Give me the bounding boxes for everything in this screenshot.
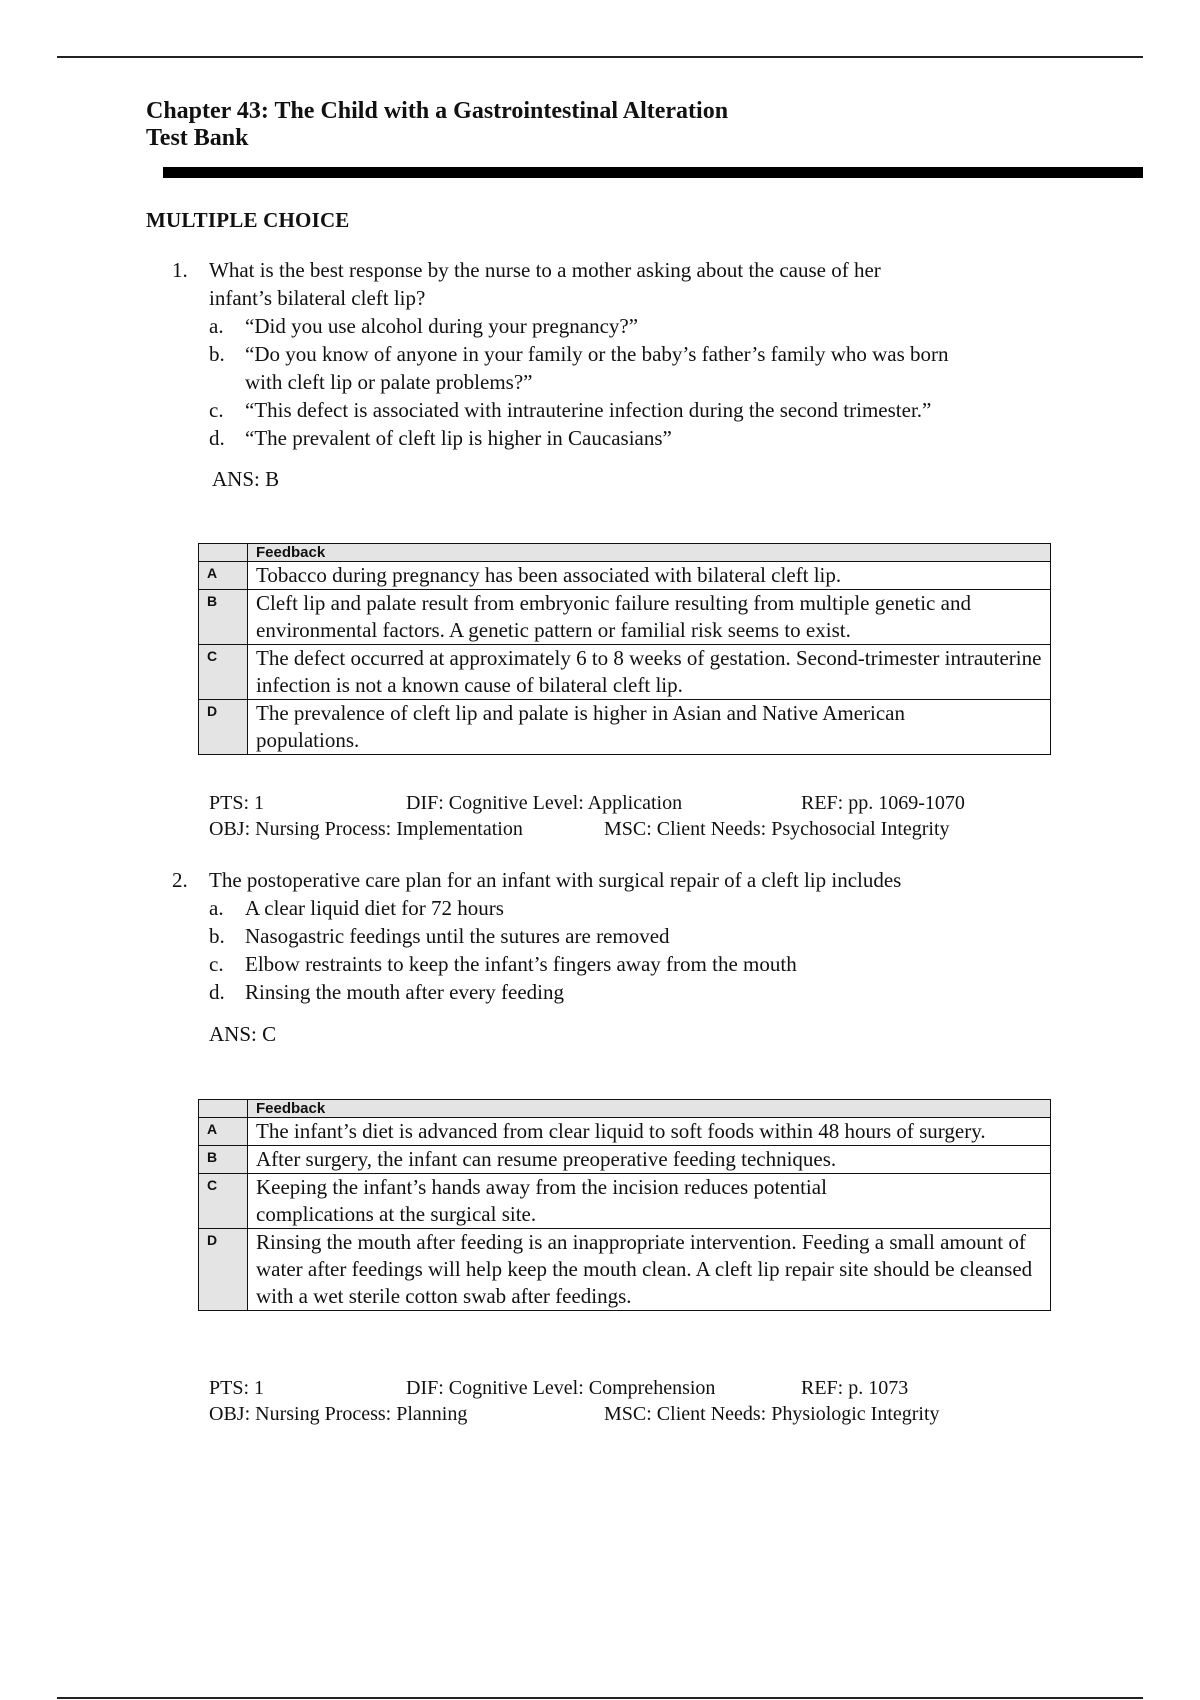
choice-b: b. “Do you know of anyone in your family or the baby’s father’s family who was born with cleft lip or palate problems?” [209, 342, 949, 394]
question-stem: What is the best response by the nurse to a mother asking about the cause of her infant’s bilateral cleft lip? [209, 258, 881, 310]
choice-b: b. Nasogastric feedings until the sutures are removed [209, 924, 670, 948]
objective: OBJ: Nursing Process: Implementation [209, 818, 523, 840]
feedback-option-label: D [199, 1229, 248, 1311]
reference: REF: pp. 1069-1070 [801, 792, 965, 814]
choice-a: a. A clear liquid diet for 72 hours [209, 896, 504, 920]
feedback-text: Tobacco during pregnancy has been associated with bilateral cleft lip. [248, 562, 1051, 590]
choice-c: c. Elbow restraints to keep the infant’s fingers away from the mouth [209, 952, 797, 976]
feedback-row [199, 1229, 1051, 1311]
feedback-table-2 [198, 1099, 1051, 1311]
feedback-option-label: A [199, 1118, 248, 1146]
question-2 [172, 866, 1072, 1006]
question-1 [172, 256, 1072, 452]
answer-1: ANS: B [212, 467, 280, 491]
choice-a: a. “Did you use alcohol during your pregnancy?” [209, 314, 639, 338]
client-needs: MSC: Client Needs: Psychosocial Integrity [604, 818, 950, 840]
feedback-header-row [199, 1100, 1051, 1118]
feedback-row [199, 562, 1051, 590]
feedback-text: The infant’s diet is advanced from clear liquid to soft foods within 48 hours of surgery. [248, 1118, 1051, 1146]
feedback-option-label: C [199, 645, 248, 700]
difficulty: DIF: Cognitive Level: Application [406, 792, 683, 814]
page-heading [146, 98, 728, 152]
feedback-option-label: B [199, 1146, 248, 1174]
feedback-option-label: C [199, 1174, 248, 1229]
answer-2: ANS: C [209, 1022, 277, 1046]
points: PTS: 1 [209, 1377, 265, 1399]
feedback-text: Cleft lip and palate result from embryonic failure resulting from multiple genetic and environmental factors. A genetic pattern or familial risk seems to exist. [248, 590, 1051, 645]
reference: REF: p. 1073 [801, 1377, 909, 1399]
chapter-title: Chapter 43: The Child with a Gastrointestinal Alteration [146, 98, 729, 124]
feedback-text: After surgery, the infant can resume preoperative feeding techniques. [248, 1146, 1051, 1174]
feedback-row [199, 645, 1051, 700]
feedback-row [199, 1118, 1051, 1146]
feedback-table-1 [198, 543, 1051, 755]
question-stem: The postoperative care plan for an infant with surgical repair of a cleft lip includes [209, 868, 902, 892]
points: PTS: 1 [209, 792, 265, 814]
feedback-row [199, 1174, 1051, 1229]
question-number: 2. [172, 868, 188, 892]
feedback-header: Feedback [248, 544, 1051, 562]
bottom-rule [57, 1697, 1143, 1699]
top-rule [57, 56, 1143, 58]
feedback-text: Rinsing the mouth after feeding is an inappropriate intervention. Feeding a small amount of water after feedings will help keep the mouth clean. A cleft lip repair site should be cleansed with a wet sterile cotton swab after feedings. [248, 1229, 1051, 1311]
question-number: 1. [172, 258, 188, 282]
heading-divider [163, 167, 1143, 178]
client-needs: MSC: Client Needs: Physiologic Integrity [604, 1403, 940, 1425]
feedback-row [199, 1146, 1051, 1174]
feedback-option-label: D [199, 700, 248, 755]
objective: OBJ: Nursing Process: Planning [209, 1403, 468, 1425]
choice-c: c. “This defect is associated with intrauterine infection during the second trimester.” [209, 398, 932, 422]
section-title: MULTIPLE CHOICE [146, 208, 350, 232]
choice-d: d. Rinsing the mouth after every feeding [209, 980, 564, 1004]
feedback-row [199, 700, 1051, 755]
feedback-text: The defect occurred at approximately 6 to 8 weeks of gestation. Second-trimester intrauterine infection is not a known cause of bilateral cleft lip. [248, 645, 1051, 700]
feedback-option-label: A [199, 562, 248, 590]
feedback-text: Keeping the infant’s hands away from the incision reduces potential complications at the surgical site. [248, 1174, 1051, 1229]
feedback-text: The prevalence of cleft lip and palate is higher in Asian and Native American populations. [248, 700, 1051, 755]
feedback-row [199, 590, 1051, 645]
test-bank-label: Test Bank [146, 125, 249, 151]
feedback-header-row [199, 544, 1051, 562]
difficulty: DIF: Cognitive Level: Comprehension [406, 1377, 716, 1399]
feedback-option-label: B [199, 590, 248, 645]
choice-d: d. “The prevalent of cleft lip is higher in Caucasians” [209, 426, 672, 450]
feedback-header: Feedback [248, 1100, 1051, 1118]
